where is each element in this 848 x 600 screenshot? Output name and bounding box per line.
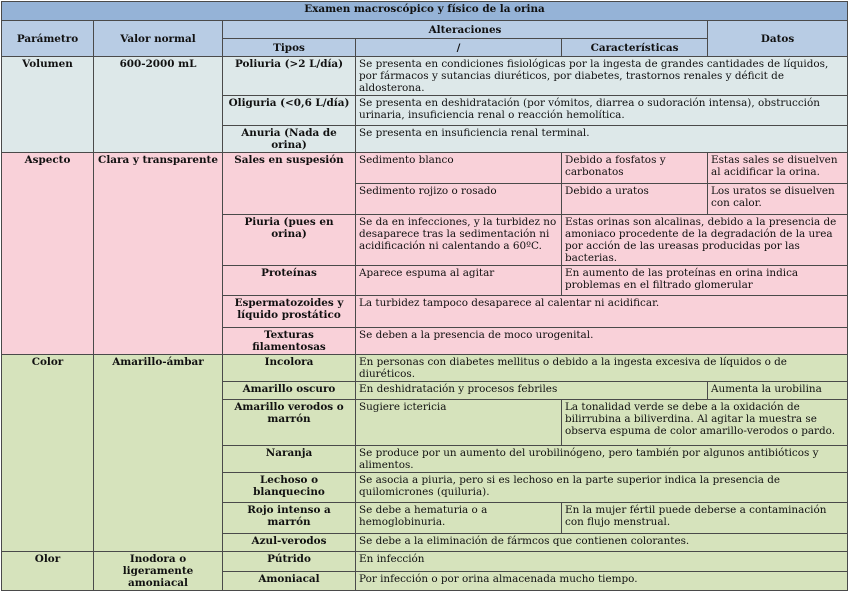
sales-r2-b: Debido a uratos <box>562 184 708 215</box>
tipo-piuria: Piuria (pues en orina) <box>223 215 356 266</box>
tipo-putrido: Pútrido <box>223 552 356 572</box>
header-tipos: Tipos <box>223 39 356 57</box>
desc-poliuria: Se presenta en condiciones fisiológicas por la ingesta de grandes cantidades de líquidos, por fármacos y sutancias diuréticos, por diabetes, trastornos renales y déficit de aldosterona. <box>356 57 848 96</box>
desc-amoniacal: Por infección o por orina almacenada mucho tiempo. <box>356 571 848 591</box>
desc-lechoso: Se asocia a piuria, pero si es lechoso en la parte superior indica la presencia de quilomicrones (quiluria). <box>356 473 848 503</box>
header-valor-normal: Valor normal <box>94 21 223 57</box>
desc-espermatozoides: La turbidez tampoco desaparece al calentar ni acidificar. <box>356 296 848 328</box>
piuria-b: Estas orinas son alcalinas, debido a la presencia de amoniaco procedente de la degradación de la urea por acción de las ureasas producidas por las bacterias. <box>562 215 848 266</box>
piuria-a: Se da en infecciones, y la turbidez no desaparece tras la sedimentación ni acidificación ni calentando a 60ºC. <box>356 215 562 266</box>
tipo-incolora: Incolora <box>223 355 356 382</box>
desc-oliguria: Se presenta en deshidratación (por vómitos, diarrea o sudoración intensa), obstrucción urinaria, insuficiencia renal o reacción hemolítica. <box>356 96 848 126</box>
tipo-anuria: Anuria (Nada de orina) <box>223 126 356 153</box>
desc-naranja: Se produce por un aumento del urobilinógeno, pero también por algunos antibióticos y alimentos. <box>356 446 848 473</box>
header-alteraciones: Alteraciones <box>223 21 708 39</box>
tipo-naranja: Naranja <box>223 446 356 473</box>
tipo-espermatozoides: Espermatozoides y líquido prostático <box>223 296 356 328</box>
proteinas-a: Aparece espuma al agitar <box>356 266 562 296</box>
param-aspecto: Aspecto <box>2 153 94 355</box>
sales-r1-a: Sedimento blanco <box>356 153 562 184</box>
param-color: Color <box>2 355 94 552</box>
normal-volumen: 600-2000 mL <box>94 57 223 153</box>
desc-anuria: Se presenta en insuficiencia renal terminal. <box>356 126 848 153</box>
tipo-sales: Sales en suspesión <box>223 153 356 215</box>
verdoso-a: Sugiere ictericia <box>356 400 562 446</box>
verdoso-b: La tonalidad verde se debe a la oxidación de bilirrubina a biliverdina. Al agitar la muestra se observa espuma de color amarillo-verodos o pardo. <box>562 400 848 446</box>
tipo-poliuria: Poliuria (>2 L/día) <box>223 57 356 96</box>
sales-r1-c: Estas sales se disuelven al acidificar la orina. <box>708 153 848 184</box>
proteinas-b: En aumento de las proteínas en orina indica problemas en el filtrado glomerular <box>562 266 848 296</box>
param-volumen: Volumen <box>2 57 94 153</box>
desc-texturas: Se deben a la presencia de moco urogenital. <box>356 328 848 355</box>
normal-aspecto: Clara y transparente <box>94 153 223 355</box>
sales-r2-c: Los uratos se disuelven con calor. <box>708 184 848 215</box>
rojo-b: En la mujer fértil puede deberse a contaminación con flujo menstrual. <box>562 503 848 534</box>
tipo-lechoso: Lechoso o blanquecino <box>223 473 356 503</box>
tipo-proteinas: Proteínas <box>223 266 356 296</box>
tipo-amarillo-oscuro: Amarillo oscuro <box>223 382 356 400</box>
tipo-azul-verdoso: Azul-verodos <box>223 534 356 552</box>
desc-incolora: En personas con diabetes mellitus o debido a la ingesta excesiva de líquidos o de diuréticos. <box>356 355 848 382</box>
sales-r1-b: Debido a fosfatos y carbonatos <box>562 153 708 184</box>
oscuro-b: Aumenta la urobilina <box>708 382 848 400</box>
normal-color: Amarillo-ámbar <box>94 355 223 552</box>
rojo-a: Se debe a hematuria o a hemoglobinuria. <box>356 503 562 534</box>
header-slash: / <box>356 39 562 57</box>
param-olor: Olor <box>2 552 94 591</box>
tipo-amarillo-verdoso: Amarillo verodos o marrón <box>223 400 356 446</box>
header-parametro: Parámetro <box>2 21 94 57</box>
desc-azul-verdoso: Se debe a la eliminación de fármcos que contienen colorantes. <box>356 534 848 552</box>
header-caracteristicas: Características <box>562 39 708 57</box>
oscuro-a: En deshidratación y procesos febriles <box>356 382 708 400</box>
tipo-texturas: Texturas filamentosas <box>223 328 356 355</box>
normal-olor: Inodora o ligeramente amoniacal <box>94 552 223 591</box>
desc-putrido: En infección <box>356 552 848 572</box>
tipo-amoniacal: Amoniacal <box>223 571 356 591</box>
urine-exam-table <box>1 1 848 591</box>
tipo-oliguria: Oliguria (<0,6 L/día) <box>223 96 356 126</box>
tipo-rojo: Rojo intenso a marrón <box>223 503 356 534</box>
header-datos: Datos <box>708 21 848 57</box>
sales-r2-a: Sedimento rojizo o rosado <box>356 184 562 215</box>
table-title: Examen macroscópico y físico de la orina <box>2 2 848 21</box>
